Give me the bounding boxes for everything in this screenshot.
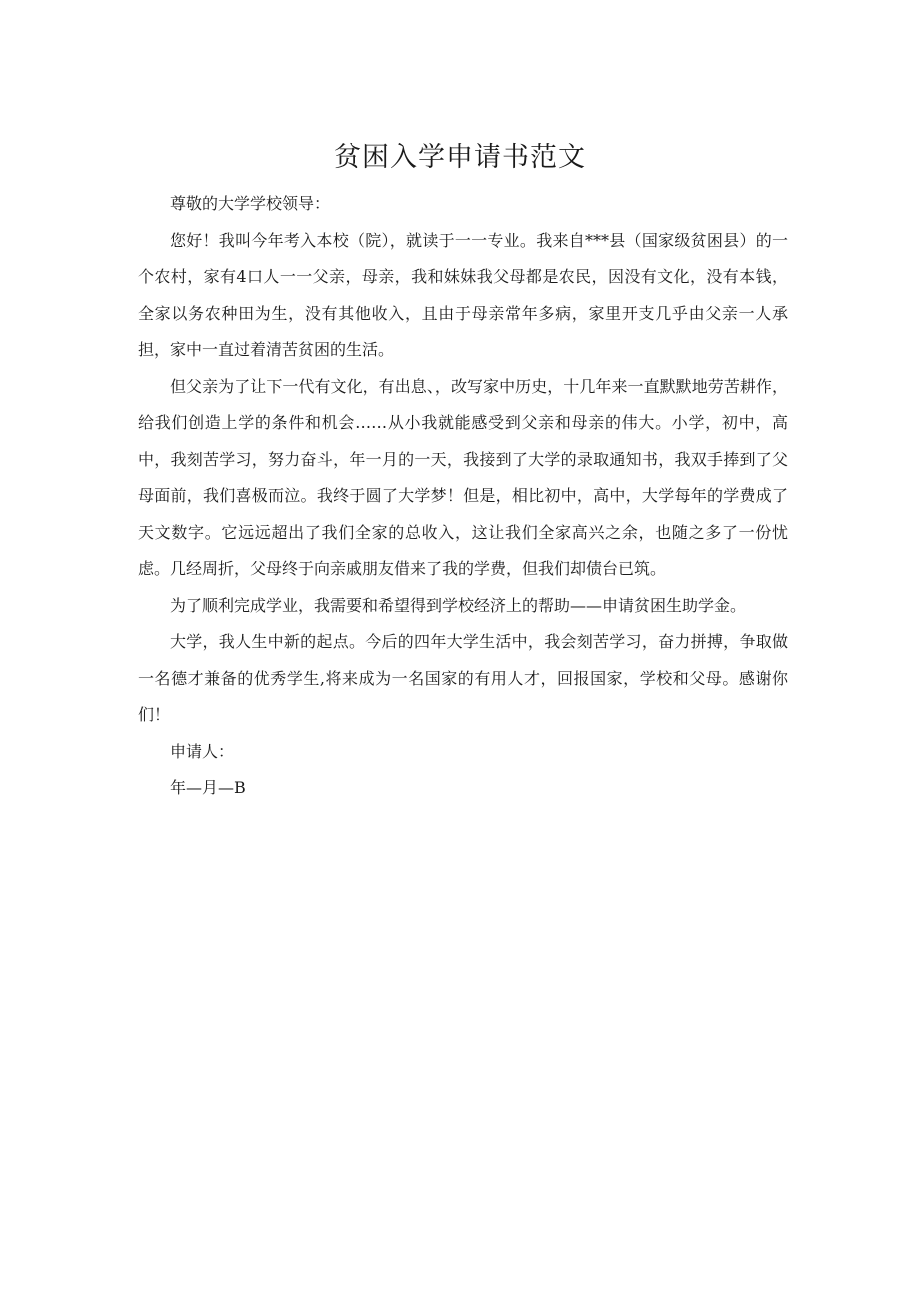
paragraph-request: 为了顺利完成学业，我需要和希望得到学校经济上的帮助——申请贫困生助学金。: [170, 595, 747, 615]
paragraph-introduction: 您好！我叫今年考入本校（院），就读于一一专业。我来自***县（国家级贫困县）的一个农村，家有4口人一一父亲，母亲，我和妹妹我父母都是农民，因没有文化，没有本钱，全家以务农种田为生，没有其他收入，且由于母亲常年多病，家里开支几乎由父亲一人承担，家中一直过着清苦贫困的生活。: [138, 230, 788, 359]
applicant-label: 申请人：: [170, 741, 235, 761]
document-title: 贫困入学申请书范文: [334, 142, 586, 173]
paragraph-closing: 大学，我人生中新的起点。今后的四年大学生活中，我会刻苦学习，奋力拼搏，争取做一名德才兼备的优秀学生,将来成为一名国家的有用人才，回报国家，学校和父母。感谢你们！: [138, 632, 788, 724]
date-line: 年—月—B: [170, 778, 246, 797]
document-body: [138, 186, 788, 807]
salutation: 尊敬的大学学校领导：: [170, 194, 331, 213]
paragraph-family-hardship: 但父亲为了让下一代有文化，有出息、，改写家中历史，十几年来一直默默地劳苦耕作，给我们创造上学的条件和机会……从小我就能感受到父亲和母亲的伟大。小学，初中，高中，我刻苦学习，努力奋斗，年一月的一天，我接到了大学的录取通知书，我双手捧到了父母面前，我们喜极而泣。我终于圆了大学梦！但是，相比初中，高中，大学每年的学费成了天文数字。它远远超出了我们全家的总收入，这让我们全家高兴之余，也随之多了一份忧虑。几经周折，父母终于向亲戚朋友借来了我的学费，但我们却债台已筑。: [138, 376, 788, 578]
